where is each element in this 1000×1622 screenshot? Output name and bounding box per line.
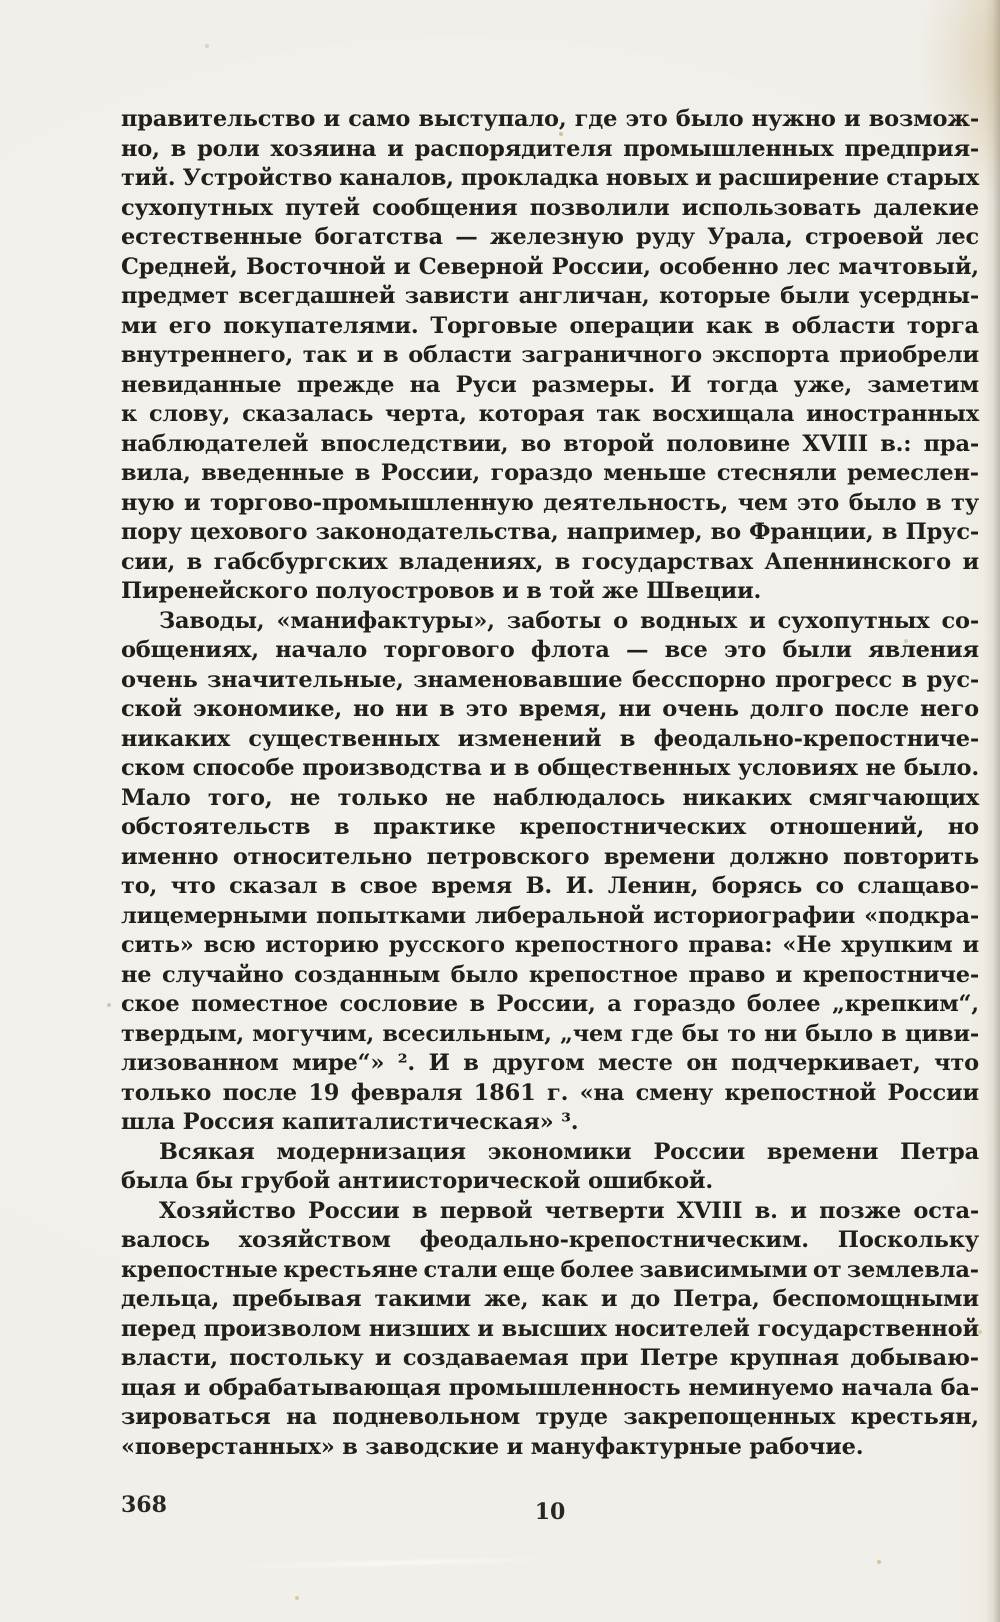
text-line: предмет всегдашней зависти англичан, которые были усердны-	[121, 283, 979, 309]
text-line: лизованном мире“» ². И в другом месте он подчеркивает, что	[121, 1050, 979, 1076]
text-line: не случайно созданным было крепостное право и крепостниче-	[121, 961, 979, 988]
text-line: щая и обрабатывающая промышленность неминуемо начала ба-	[121, 1374, 979, 1401]
text-line: «поверстанных» в заводские и мануфактурные рабочие.	[121, 1433, 864, 1460]
text-line: власти, постольку и создаваемая при Петре крупная добываю-	[121, 1345, 979, 1371]
text-line: обстоятельств в практике крепостнических отношений, но	[121, 814, 979, 840]
text-line: валось хозяйством феодально-крепостническим. Поскольку	[121, 1227, 979, 1253]
text-line: сии, в габсбургских владениях, в государствах Апеннинского и	[121, 548, 979, 575]
text-line: пору цехового законодательства, например, во Франции, в Прус-	[121, 519, 979, 545]
text-line: Хозяйство России в первой четверти XVIII в. и позже оста-	[159, 1197, 979, 1224]
text-line: очень значительные, знаменовавшие бесспорно прогресс в рус-	[121, 666, 979, 693]
text-line: была бы грубой антиисторической ошибкой.	[121, 1168, 714, 1194]
text-line: внутреннего, так и в области заграничного экспорта приобрели	[121, 342, 979, 368]
text-line: только после 19 февраля 1861 г. «на смену крепостной России	[121, 1079, 979, 1106]
text-line: крепостные крестьяне стали еще более зависимыми от землевла-	[121, 1256, 979, 1283]
text-line: к слову, сказалась черта, которая так восхищала иностранных	[121, 401, 979, 427]
text-line: лицемерными попытками либеральной историографии «подкра-	[121, 902, 979, 929]
paper-speckles	[0, 0, 2, 2]
text-line: то, что сказал в свое время В. И. Ленин, борясь со слащаво-	[121, 873, 979, 899]
text-line: Заводы, «манифактуры», заботы о водных и сухопутных со-	[159, 607, 979, 634]
scan-crease	[160, 1551, 630, 1574]
text-line: перед произволом низших и высших носителей государственной	[121, 1315, 979, 1342]
text-line: сить» всю историю русского крепостного права: «Не хрупким и	[121, 932, 979, 958]
text-line: ском способе производства и в общественных условиях не было.	[121, 755, 979, 781]
text-line: именно относительно петровского времени должно повторить	[121, 843, 979, 870]
text-line: правительство и само выступало, где это было нужно и возмож-	[121, 106, 979, 132]
body-text	[121, 105, 979, 1462]
text-line: ную и торгово-промышленную деятельность, чем это было в ту	[121, 489, 979, 516]
text-line: вила, введенные в России, гораздо меньше стесняли ремеслен-	[121, 460, 979, 486]
text-line: дельца, пребывая такими же, как и до Петра, беспомощными	[121, 1286, 979, 1312]
text-line: Мало того, не только не наблюдалось никаких смягчающих	[121, 784, 979, 811]
page-number: 10	[534, 1499, 566, 1525]
text-line: тий. Устройство каналов, прокладка новых и расширение старых	[121, 165, 979, 191]
text-line: наблюдателей впоследствии, во второй половине XVIII в.: пра-	[121, 430, 979, 457]
text-line: сухопутных путей сообщения позволили использовать далекие	[121, 194, 979, 221]
text-line: общениях, начало торгового флота — все это были явления	[121, 637, 979, 663]
text-line: Всякая модернизация экономики России времени Петра	[159, 1138, 979, 1165]
text-line: ми его покупателями. Торговые операции как в области торга	[121, 312, 979, 339]
text-line: Пиренейского полуостровов и в той же Швеции.	[121, 578, 762, 604]
margin-number: 368	[121, 1492, 167, 1518]
text-line: но, в роли хозяина и распорядителя промышленных предприя-	[121, 135, 979, 162]
text-line: ское поместное сословие в России, а гораздо более „крепким“,	[121, 991, 979, 1017]
text-line: никаких существенных изменений в феодально-крепостниче-	[121, 725, 979, 752]
text-line: невиданные прежде на Руси размеры. И тогда уже, заметим	[121, 371, 979, 398]
text-line: Средней, Восточной и Северной России, особенно лес мачтовый,	[121, 253, 979, 280]
text-line: шла Россия капиталистическая» ³.	[121, 1109, 579, 1135]
text-line: ской экономике, но ни в это время, ни очень долго после него	[121, 696, 979, 722]
text-line: естественные богатства — железную руду Урала, строевой лес	[121, 224, 979, 250]
text-line: твердым, могучим, всесильным, „чем где бы то ни было в циви-	[121, 1020, 979, 1047]
text-line: зироваться на подневольном труде закрепощенных крестьян,	[121, 1404, 979, 1430]
